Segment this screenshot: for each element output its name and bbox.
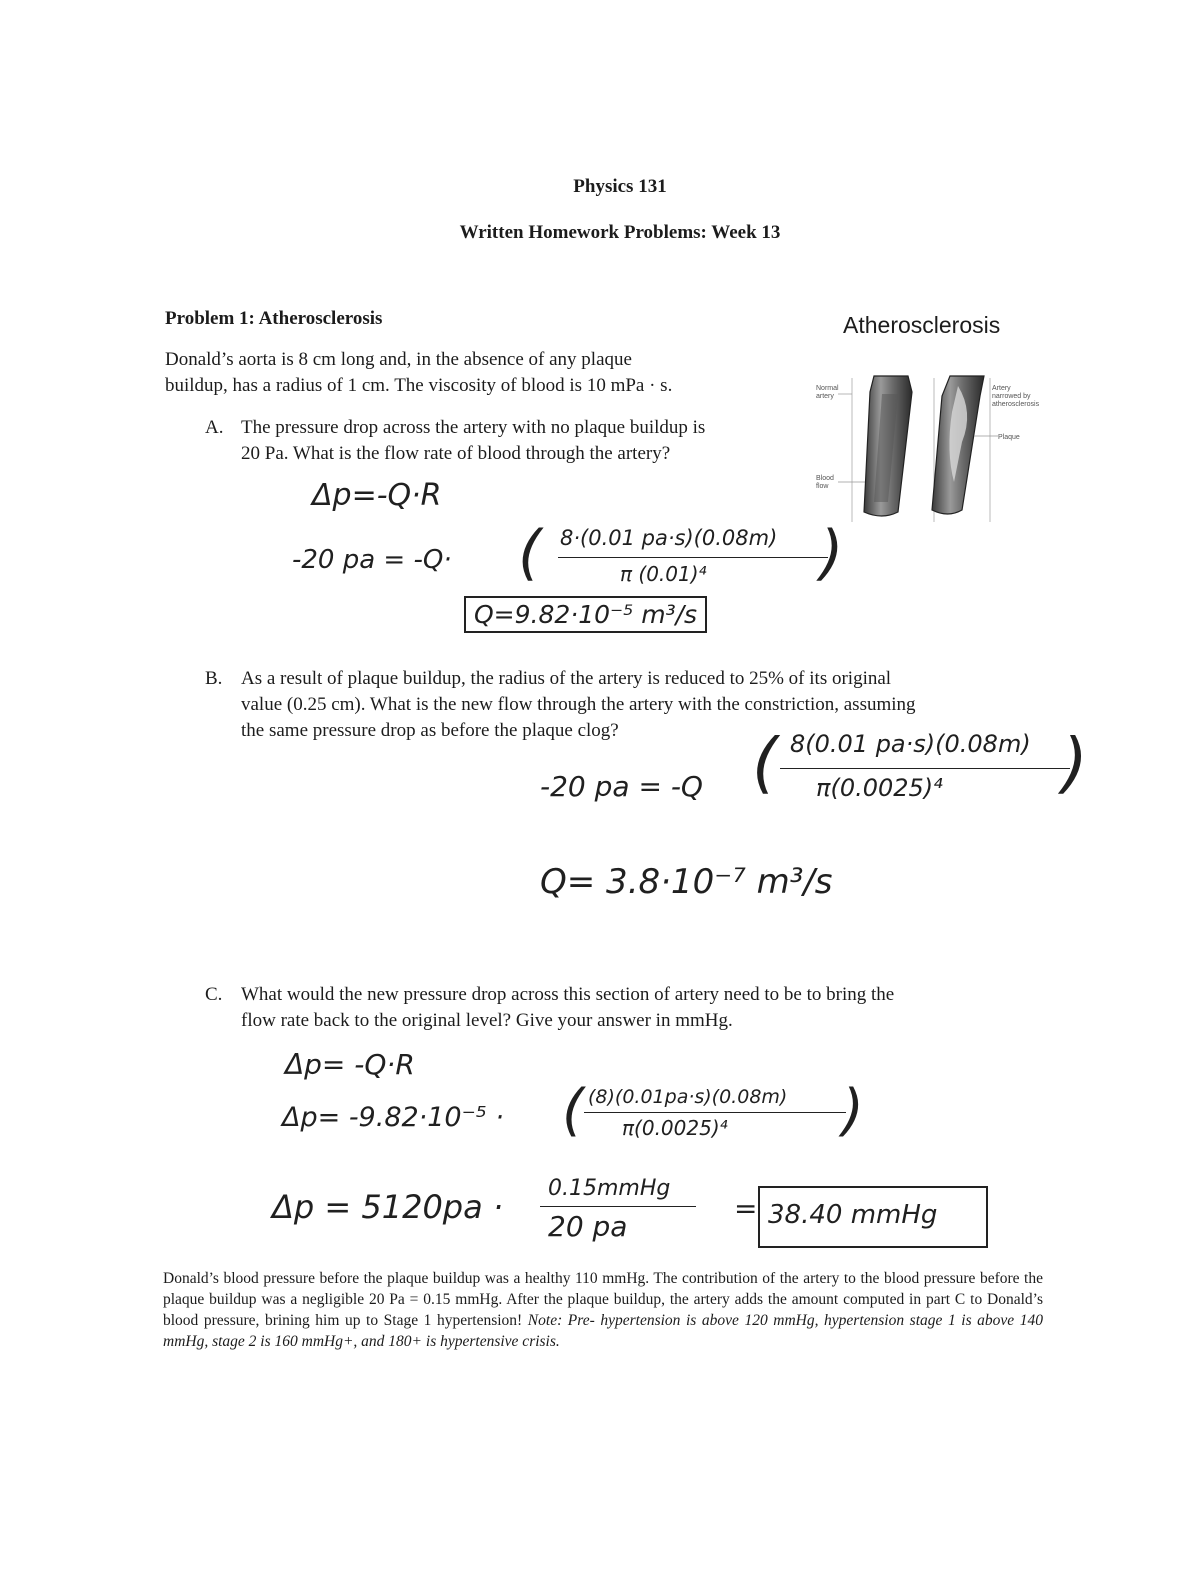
part-b-work-denominator: π(0.0025)⁴ [816, 774, 943, 802]
intro-line-2: buildup, has a radius of 1 cm. The viscosity of blood is 10 mPa · s. [165, 375, 673, 396]
footer-line2: blood pressure before the plaque buildup was a negligible 20 Pa = 0.15 mmHg. After the plaque buildup, the artery [163, 1270, 1043, 1308]
footer-note-line1: Note: Pre- [527, 1312, 595, 1329]
part-a-question [205, 415, 805, 475]
part-a-work-line2: -20 pa = -Q· [292, 545, 452, 575]
part-c-close-paren: ) [842, 1078, 864, 1143]
part-c-answer: 38.40 mmHg [758, 1186, 988, 1248]
footer-line3: adds the amount computed in part C to Donald’s blood pressure, brining him up to Stage 1 hypertension! [163, 1291, 1044, 1329]
problem-intro [165, 347, 795, 399]
part-b-work-numerator: 8(0.01 pa·s)(0.08m) [790, 730, 1031, 758]
footer-line1: Donald’s blood pressure before the plaque buildup was a healthy 110 mmHg. The contribution of the artery to the [163, 1270, 880, 1287]
part-a-label: A. [205, 417, 224, 438]
label-narrowed-line3: atherosclerosis [992, 401, 1040, 408]
part-c-line1: What would the new pressure drop across this section of artery need to be to bring the [241, 984, 895, 1005]
part-b-close-paren: ) [1062, 724, 1088, 801]
label-normal-line1: Normal [816, 385, 839, 392]
footer-note [163, 1268, 1043, 1352]
part-c-work-line1: Δp= -Q·R [285, 1048, 415, 1081]
footer-note-line3: hypertensive crisis. [440, 1333, 560, 1350]
intro-line-1: Donald’s aorta is 8 cm long and, in the absence of any plaque [165, 349, 632, 370]
part-b-line3: the same pressure drop as before the plaque clog? [241, 720, 619, 741]
part-a-work-line1: Δp=-Q·R [312, 478, 442, 513]
part-c-question [205, 982, 1065, 1042]
part-b-open-paren: ( [752, 724, 778, 801]
part-c-text [241, 982, 894, 1034]
part-c-work-line3: Δp = 5120pa · [272, 1188, 504, 1226]
part-c-work-denominator: π(0.0025)⁴ [622, 1116, 728, 1140]
part-c-work-line2: Δp= -9.82·10⁻⁵ · [282, 1102, 504, 1133]
part-c-conversion-bar [540, 1206, 696, 1207]
label-flow-line2: flow [816, 483, 829, 490]
part-c-line2: flow rate back to the original level? Give your answer in mmHg. [241, 1010, 733, 1031]
problem-title: Problem 1: Atherosclerosis [165, 308, 383, 329]
part-a-work-numerator: 8·(0.01 pa·s)(0.08m) [560, 526, 778, 550]
artery-illustration [812, 372, 1072, 532]
label-plaque: Plaque [998, 434, 1020, 441]
part-b-work-left: -20 pa = -Q [540, 770, 703, 803]
course-title: Physics 131 [573, 176, 667, 197]
part-b-answer: Q= 3.8·10⁻⁷ m³/s [540, 862, 833, 902]
part-a-close-paren: ) [820, 518, 844, 588]
part-a-work-denominator: π (0.01)⁴ [620, 562, 707, 586]
figure-title: Atherosclerosis [843, 312, 1001, 338]
label-flow-line1: Blood [816, 475, 834, 482]
label-narrowed-line1: Artery [992, 385, 1011, 392]
part-c-work-numerator: (8)(0.01pa·s)(0.08m) [588, 1086, 788, 1108]
part-a-fraction-bar [558, 557, 828, 558]
artery-figure [812, 372, 1072, 532]
part-c-equals: = [734, 1192, 758, 1225]
part-a-line2: 20 Pa. What is the flow rate of blood through the artery? [241, 443, 671, 464]
part-c-open-paren: ( [562, 1078, 584, 1143]
part-c-conversion-denominator: 20 pa [548, 1210, 628, 1243]
label-normal-line2: artery [816, 393, 834, 400]
part-b-line2: value (0.25 cm). What is the new flow through the artery with the constriction, assuming [241, 694, 916, 715]
assignment-title: Written Homework Problems: Week 13 [459, 222, 781, 243]
part-b-line1: As a result of plaque buildup, the radius of the artery is reduced to 25% of its original [241, 668, 892, 689]
part-a-text [241, 415, 705, 467]
part-b-label: B. [205, 668, 223, 689]
part-c-label: C. [205, 984, 223, 1005]
part-c-conversion-numerator: 0.15mmHg [548, 1176, 671, 1201]
label-narrowed-line2: narrowed by [992, 393, 1031, 400]
part-a-line1: The pressure drop across the artery with no plaque buildup is [241, 417, 706, 438]
footer-note-line2: hypertension is above 120 mmHg, hypertension stage 1 is above 140 mmHg, stage 2 is 160 mmHg+, and 180+ is [163, 1312, 1044, 1350]
part-a-answer: Q=9.82·10⁻⁵ m³/s [464, 596, 707, 633]
part-c-fraction-bar [584, 1112, 846, 1113]
part-a-open-paren: ( [518, 518, 542, 588]
part-b-fraction-bar [780, 768, 1070, 769]
